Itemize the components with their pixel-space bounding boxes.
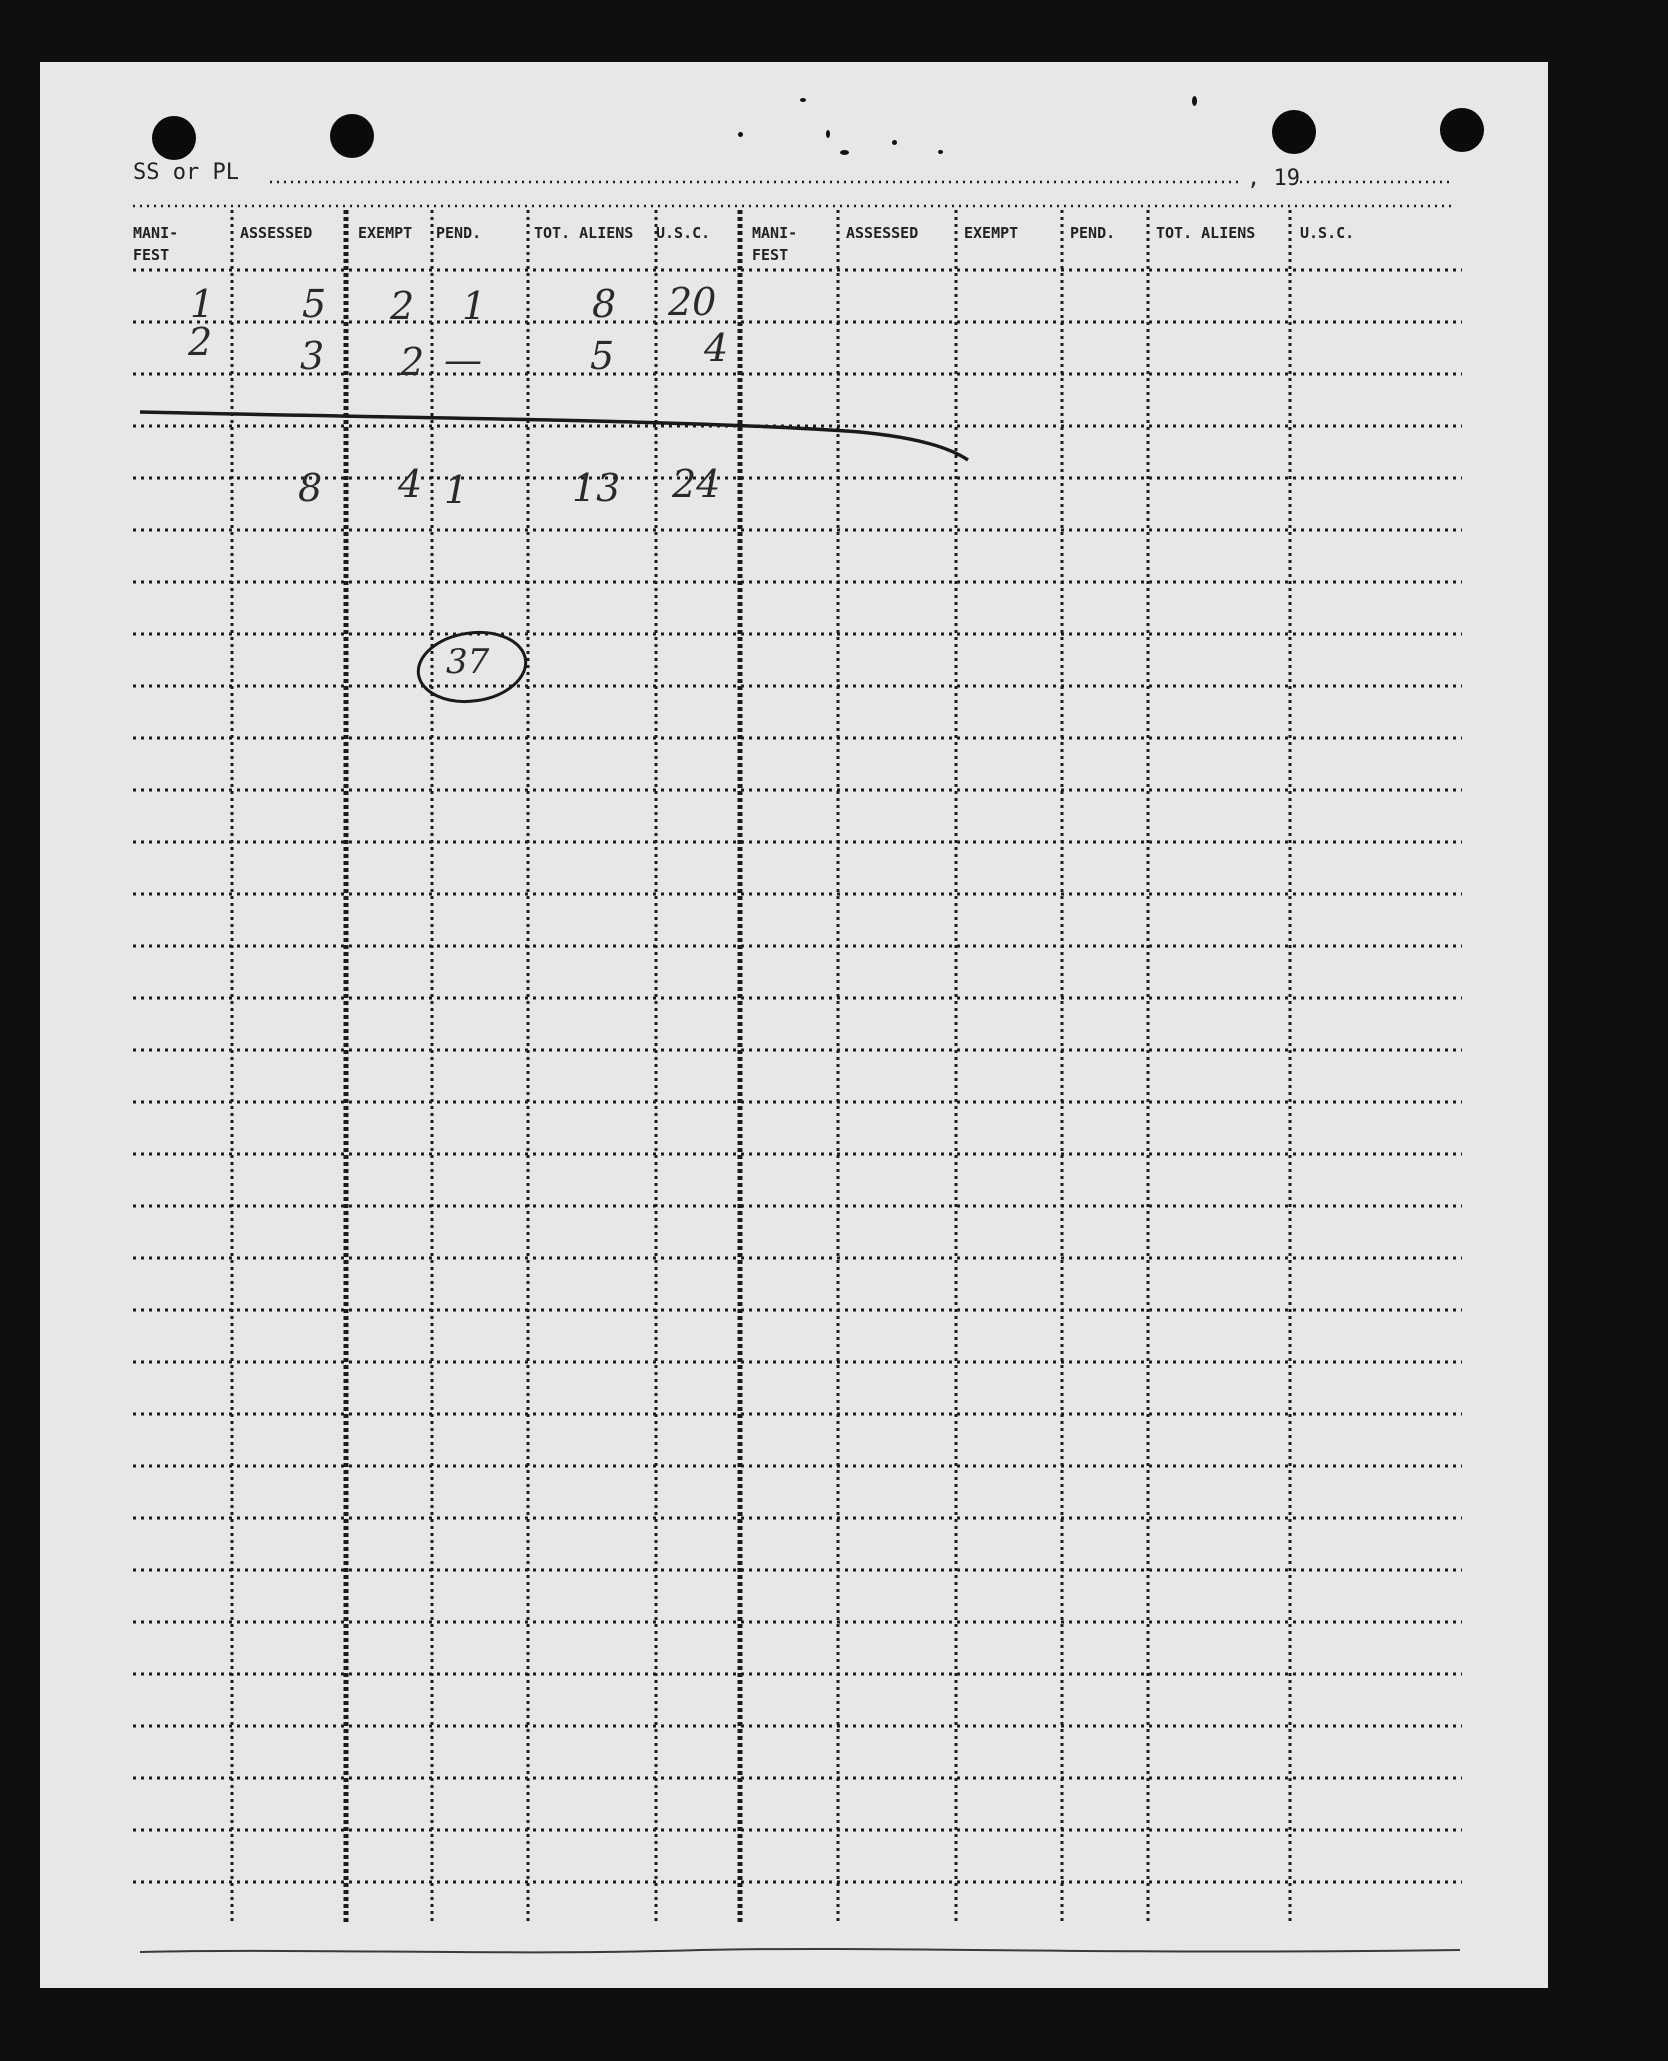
entry-assessed: 3	[300, 334, 325, 378]
col-head-exempt-right: EXEMPT	[964, 224, 1019, 242]
entry-assessed: 5	[302, 282, 327, 326]
entry-usc: 20	[668, 280, 717, 324]
total-usc: 24	[672, 462, 721, 506]
entry-exempt: 2	[400, 340, 425, 384]
handwritten-total-line	[140, 412, 968, 460]
total-assessed: 8	[298, 466, 323, 510]
entry-tot-aliens: 5	[590, 334, 615, 378]
total-pend: 1	[444, 468, 469, 512]
total-exempt: 4	[398, 462, 423, 506]
col-head-assessed-right: ASSESSED	[846, 224, 919, 242]
entry-manifest: 1	[190, 282, 215, 326]
entry-tot-aliens: 8	[592, 282, 617, 326]
grand-total: 37	[446, 642, 490, 682]
col-head-pend-left: PEND.	[436, 224, 482, 242]
entry-pend: —	[444, 338, 482, 382]
col-head-tot-aliens-left: TOT. ALIENS	[534, 224, 634, 242]
col-head-tot-aliens-right: TOT. ALIENS	[1156, 224, 1256, 242]
year-label: , 19	[1247, 166, 1300, 191]
col-head-exempt-left: EXEMPT	[358, 224, 413, 242]
bottom-wavy-edge	[140, 1949, 1460, 1952]
col-head-usc-left: U.S.C.	[656, 224, 711, 242]
entry-usc: 4	[704, 326, 729, 370]
entry-exempt: 2	[390, 284, 415, 328]
entry-manifest: 2	[188, 320, 213, 364]
col-head-manifest-left: MANI- FEST	[133, 224, 179, 264]
col-head-manifest-right: MANI- FEST	[752, 224, 798, 264]
total-tot-aliens: 13	[572, 466, 621, 510]
col-head-assessed-left: ASSESSED	[240, 224, 313, 242]
entry-pend: 1	[462, 284, 487, 328]
col-head-pend-right: PEND.	[1070, 224, 1116, 242]
ship-label: SS or PL	[133, 160, 239, 185]
col-head-usc-right: U.S.C.	[1300, 224, 1355, 242]
